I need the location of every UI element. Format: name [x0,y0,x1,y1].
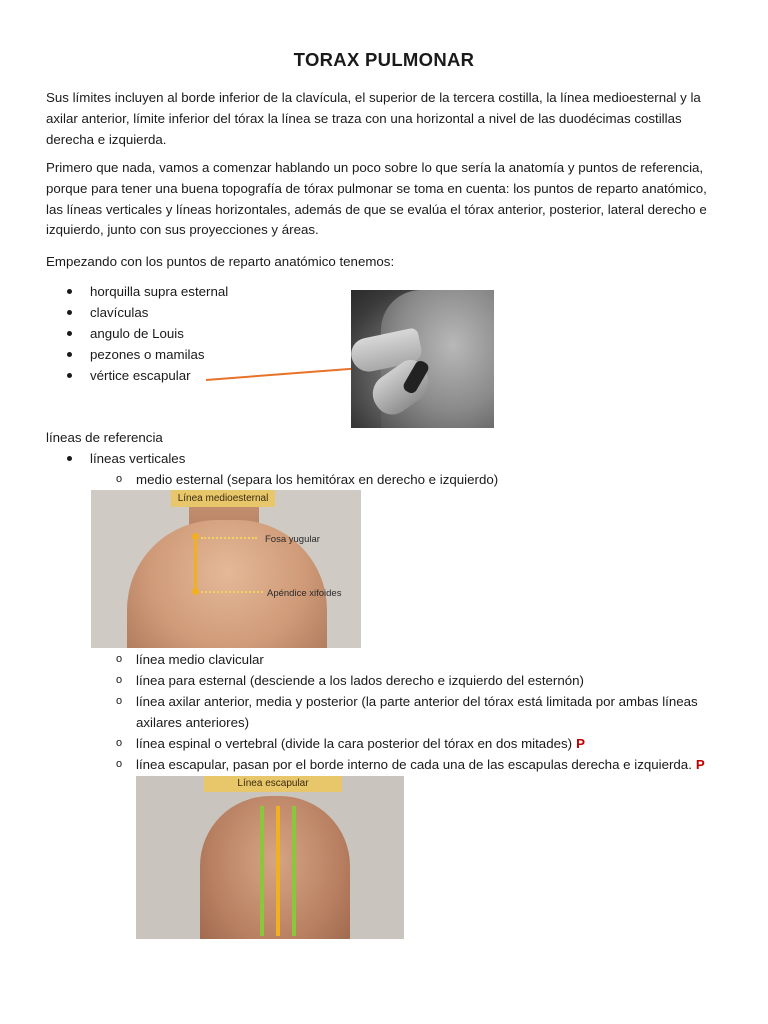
paragraph-intro: Primero que nada, vamos a comenzar hablando un poco sobre lo que sería la anatomía y puntos de referencia, porque para tener una buena topografía de tórax pulmonar se toma en cuenta: los puntos de reparto anatómico, las líneas verticales y líneas horizontales, además de que se evalúa el tórax anterior, posterior, lateral derecho e izquierdo, junto con sus proyecciones y áreas. [46,160,707,238]
list-item-medio-clavicular: o línea medio clavicular [116,650,736,671]
list-item-axilar: o línea axilar anterior, media y posterior (la parte anterior del tórax está limitada por ambas líneas axilares anteriores) [116,692,706,734]
list-item-medio-esternal: o medio esternal (separa los hemitórax en derecho e izquierdo) [116,470,736,491]
reference-lines-heading: líneas de referencia [46,430,163,445]
fosa-label: Fosa yugular [265,534,320,545]
marker-p: P [576,736,585,751]
scapular-line-left [260,806,264,936]
xifoides-point [192,588,199,595]
paragraph-limits: Sus límites incluyen al borde inferior de la clavícula, el superior de la tercera costilla, la línea medioesternal y la axilar anterior, límite inferior del tórax la línea se traza con una horizontal a nivel de las duodécimas costillas derecha e izquierda. [46,90,701,147]
midline-marker [194,536,197,592]
spinal-line [276,806,280,936]
paragraph-landmarks-intro: Empezando con los puntos de reparto anatómico tenemos: [46,254,395,269]
list-item: pezones o mamilas [64,345,228,366]
list-item: angulo de Louis [64,324,228,345]
xifoides-label: Apéndice xifoides [267,588,342,599]
scapular-line-right [292,806,296,936]
item-text: línea espinal o vertebral (divide la cara posterior del tórax en dos mitades) [136,736,573,751]
figure-label: Línea escapular [204,776,342,792]
list-item: horquilla supra esternal [64,282,228,303]
escapular-line-photo [136,776,404,939]
back-shape [200,796,350,939]
vertical-lines-heading: líneas verticales [64,449,185,470]
list-item-escapular [116,755,736,776]
item-text: línea escapular, pasan por el borde interno de cada una de las escapulas derecha e izquierda. [136,757,692,772]
back-examination-photo [351,290,494,428]
medioesternal-line-photo [91,490,361,648]
list-item: clavículas [64,303,228,324]
fosa-point [192,533,199,540]
landmark-list [64,282,228,387]
list-item: vértice escapular [64,366,228,387]
document-title: TORAX PULMONAR [293,49,475,70]
list-item-para-esternal: o línea para esternal (desciende a los lados derecho e izquierdo del esternón) [116,671,736,692]
marker-p: P [695,757,705,772]
figure-label: Línea medioesternal [171,490,275,507]
leader-line [201,591,263,593]
list-item-espinal [116,734,736,755]
leader-line [201,537,257,539]
